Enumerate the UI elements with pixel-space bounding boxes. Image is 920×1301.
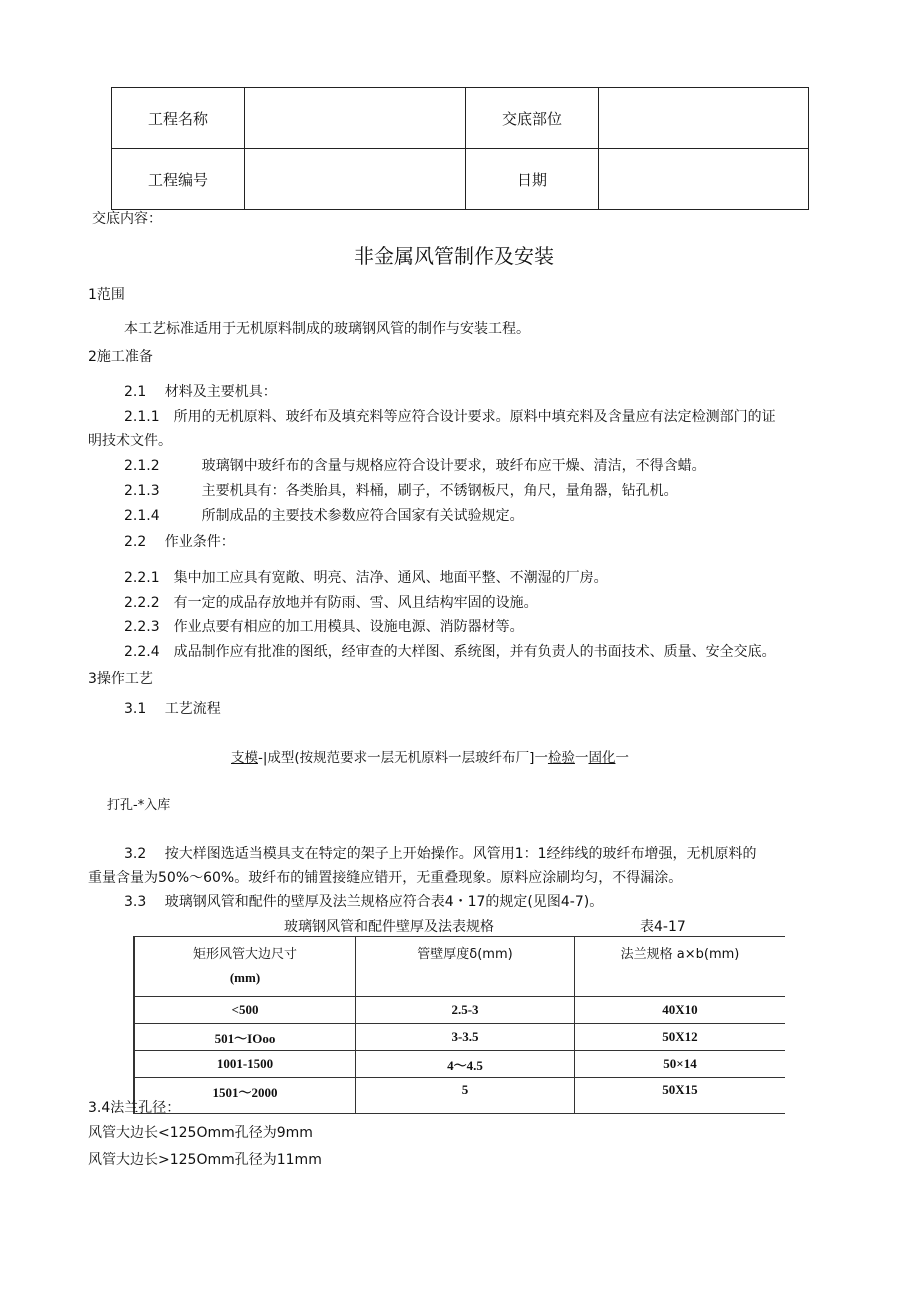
- cell: 3-3.5: [356, 1024, 575, 1051]
- cell: 5: [356, 1078, 575, 1114]
- flow-step: 固化: [588, 750, 616, 766]
- label: 工程编号: [112, 149, 245, 210]
- header-text: 矩形风管大边尺寸: [192, 947, 297, 962]
- paragraph: 3.1 工艺流程: [124, 701, 221, 717]
- part-value: [599, 88, 809, 149]
- table-row: [134, 997, 785, 1024]
- content-label: 交底内容：: [92, 211, 162, 227]
- flow-step: 一: [574, 750, 589, 766]
- doc-title: 非金属风管制作及安装: [354, 244, 554, 268]
- paragraph: 2.1.3 主要机具有：各类胎具，料桶，刷子，不锈钢板尺，角尺，量角器，钻孔机。: [124, 483, 678, 499]
- paragraph: 2.2.2 有一定的成品存放地并有防雨、雪、风且结构牢固的设施。: [124, 595, 538, 611]
- table-row: [134, 1024, 785, 1051]
- project-no-value: [245, 149, 466, 210]
- paragraph: 2.1.1 所用的无机原料、玻纤布及填充料等应符合设计要求。原料中填充料及含量应有法定检测部门的证: [124, 409, 776, 425]
- paragraph: 2.1.4 所制成品的主要技术参数应符合国家有关试验规定。: [124, 508, 524, 524]
- paragraph: 3.2 按大样图选适当模具支在特定的架子上开始操作。风管用1：1经纬线的玻纤布增强，无机原料的: [124, 846, 757, 862]
- paragraph: 2.2.4 成品制作应有批准的图纸，经审查的大样图、系统图，并有负责人的书面技术、质量、安全交底。: [124, 644, 776, 660]
- paragraph: 2.2.3 作业点要有相应的加工用模具、设施电源、消防器材等。: [124, 619, 524, 635]
- project-name-value: [245, 88, 466, 149]
- process-flow-2: 打孔-*入库: [107, 798, 171, 813]
- header-cell: 管壁厚度δ(mm): [356, 937, 575, 997]
- label: 工程名称: [112, 88, 245, 149]
- header-table: [111, 87, 809, 210]
- header-cell: 法兰规格 a×b(mm): [575, 937, 786, 997]
- table-caption: 玻璃钢风管和配件壁厚及法表规格: [284, 919, 494, 935]
- table-row: [134, 1078, 785, 1114]
- heading: 2施工准备: [88, 349, 153, 365]
- flow-step: -|成型(按规范要求一层无机原料一层玻纤布厂]一: [258, 750, 548, 766]
- paragraph: 明技术文件。: [88, 433, 172, 449]
- paragraph: 风管大边长<125Omm孔径为9mm: [88, 1125, 313, 1141]
- paragraph: 本工艺标准适用于无机原料制成的玻璃钢风管的制作与安装工程。: [124, 321, 530, 337]
- paragraph: 3.3 玻璃钢风管和配件的壁厚及法兰规格应符合表4・17的规定(见图4-7)。: [124, 894, 604, 910]
- process-flow: [231, 746, 629, 766]
- cell: 2.5-3: [356, 997, 575, 1024]
- cell: 501～IOoo: [134, 1024, 356, 1051]
- table-row: [134, 1051, 785, 1078]
- header-unit: (mm): [229, 970, 261, 985]
- cell: 50×14: [575, 1051, 786, 1078]
- paragraph: 重量含量为50%～60%。玻纤布的铺置接缝应错开，无重叠现象。原料应涂刷均匀，不得漏涂。: [88, 870, 683, 886]
- heading: 3.4法兰孔径：: [88, 1100, 181, 1116]
- paragraph: 2.2.1 集中加工应具有宽敞、明亮、洁净、通风、地面平整、不潮湿的厂房。: [124, 570, 608, 586]
- spec-table: [133, 936, 785, 1114]
- cell: 50X15: [575, 1078, 786, 1114]
- paragraph: 2.1.2 玻璃钢中玻纤布的含量与规格应符合设计要求，玻纤布应干燥、清洁，不得含蜡。: [124, 458, 706, 474]
- flow-step: 检验: [547, 750, 575, 766]
- heading: 3操作工艺: [88, 671, 153, 687]
- date-value: [599, 149, 809, 210]
- cell: 1501～2000: [134, 1078, 356, 1114]
- flow-step: 支模: [231, 750, 258, 766]
- cell: 50X12: [575, 1024, 786, 1051]
- header-cell: [134, 937, 356, 997]
- flow-step: 一: [615, 750, 629, 766]
- label: 日期: [466, 149, 599, 210]
- heading: 1范围: [88, 287, 125, 303]
- cell: 4～4.5: [356, 1051, 575, 1078]
- cell: <500: [134, 997, 356, 1024]
- paragraph: 2.1 材料及主要机具：: [124, 384, 277, 400]
- paragraph: 风管大边长>125Omm孔径为11mm: [88, 1152, 322, 1168]
- cell: 1001-1500: [134, 1051, 356, 1078]
- table-number: 表4-17: [640, 919, 686, 935]
- cell: 40X10: [575, 997, 786, 1024]
- paragraph: 2.2 作业条件：: [124, 534, 235, 550]
- label: 交底部位: [466, 88, 599, 149]
